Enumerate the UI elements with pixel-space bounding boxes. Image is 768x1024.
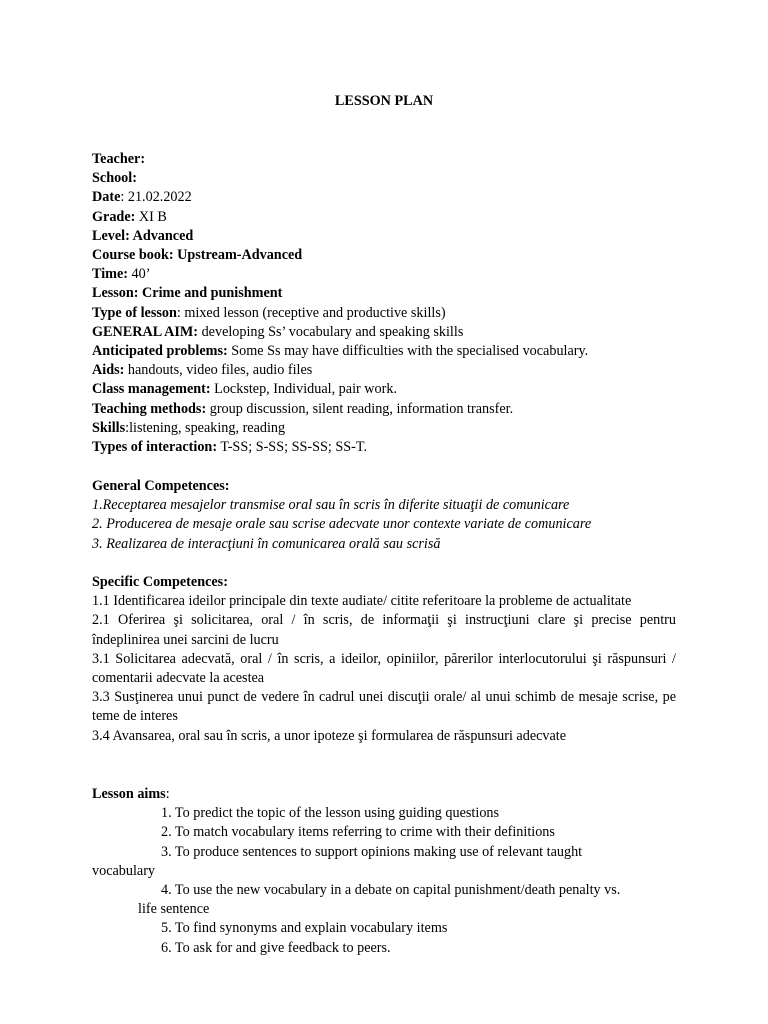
lesson-aim-item: 2. To match vocabulary items referring to crime with their definitions <box>161 824 555 841</box>
field-value: : 21.02.2022 <box>120 189 192 206</box>
lesson-aim-item: 5. To find synonyms and explain vocabulary items <box>161 920 448 937</box>
field-value: handouts, video files, audio files <box>124 362 313 379</box>
field-lesson <box>92 284 676 303</box>
general-competences-heading: General Competences: <box>92 478 230 494</box>
field-value: Some Ss may have difficulties with the specialised vocabulary. <box>227 343 589 360</box>
field-time <box>92 265 676 284</box>
field-value: Lockstep, Individual, pair work. <box>210 381 397 398</box>
specific-competences-heading: Specific Competences: <box>92 574 228 590</box>
field-value: 40’ <box>128 266 151 283</box>
lesson-aim-item: 4. To use the new vocabulary in a debate on capital punishment/death penalty vs. <box>161 882 621 899</box>
field-label: Types of interaction: <box>92 439 218 456</box>
field-value: group discussion, silent reading, information transfer. <box>206 400 514 417</box>
lesson-aims-heading-suffix: : <box>165 786 170 802</box>
lesson-aims-section <box>92 785 676 958</box>
field-skills <box>92 419 676 438</box>
general-competence-item: 2. Producerea de mesaje orale sau scrise adecvate unor contexte variate de comunicare <box>92 516 592 533</box>
field-label: School: <box>92 170 137 187</box>
field-anticipated-problems <box>92 342 676 361</box>
field-general-aim <box>92 323 676 342</box>
field-grade <box>92 208 676 227</box>
lesson-aim-item: 3. To produce sentences to support opinions making use of relevant taught <box>161 843 583 860</box>
field-label: Date <box>92 189 121 206</box>
field-label: Type of lesson <box>92 304 177 321</box>
lesson-aim-item: 6. To ask for and give feedback to peers. <box>161 939 391 956</box>
field-teaching-methods <box>92 400 676 419</box>
general-competence-item: 1.Receptarea mesajelor transmise oral sau în scris în diferite situaţii de comunicare <box>92 497 570 514</box>
specific-competence-item: 3.1 Solicitarea adecvată, oral / în scris, a ideilor, opiniilor, părerilor interlocutorului şi răspunsuri / comentarii adecvate la acestea <box>92 650 676 687</box>
field-value: XI B <box>135 208 167 225</box>
field-label: Aids: <box>92 362 125 379</box>
specific-competences-section <box>92 573 676 746</box>
lesson-aims-heading-text: Lesson aims <box>92 786 166 802</box>
field-value: T-SS; S-SS; SS-SS; SS-T. <box>217 439 368 456</box>
lesson-aims-heading <box>92 785 676 804</box>
field-value: :listening, speaking, reading <box>125 419 286 436</box>
field-class-management <box>92 380 676 399</box>
specific-competence-item: 3.4 Avansarea, oral sau în scris, a unor ipoteze şi formularea de răspunsuri adecvate <box>92 727 567 744</box>
field-label: GENERAL AIM: <box>92 323 199 340</box>
lesson-aim-item-continuation: life sentence <box>138 901 210 918</box>
field-label: Time: <box>92 266 128 283</box>
page-title: LESSON PLAN <box>334 93 434 109</box>
specific-competence-item: 3.3 Susţinerea unui punct de vedere în cadrul unei discuţii orale/ al unui schimb de mesaje scrise, pe teme de interes <box>92 689 676 725</box>
general-competences-section <box>92 477 676 554</box>
field-date <box>92 188 676 207</box>
field-label: Course book: Upstream-Advanced <box>92 247 303 264</box>
field-type-of-lesson <box>92 304 676 323</box>
header-fields <box>92 150 676 457</box>
field-label: Teaching methods: <box>92 400 207 417</box>
specific-competence-item: 1.1 Identificarea ideilor principale din texte audiate/ citite referitoare la probleme de actualitate <box>92 593 632 610</box>
specific-competence-item: 2.1 Oferirea şi solicitarea, oral / în scris, de informaţii şi instrucţiuni clare şi precise pentru îndeplinirea unei sarcini de lucru <box>92 612 676 648</box>
field-teacher <box>92 150 676 169</box>
lesson-aim-item-continuation: vocabulary <box>92 862 156 879</box>
field-label: Lesson: Crime and punishment <box>92 285 283 302</box>
field-value: developing Ss’ vocabulary and speaking skills <box>198 323 464 340</box>
field-label: Anticipated problems: <box>92 343 228 360</box>
field-types-of-interaction <box>92 438 676 457</box>
general-competence-item: 3. Realizarea de interacţiuni în comunicarea orală sau scrisă <box>92 535 441 552</box>
field-level <box>92 227 676 246</box>
field-label: Grade: <box>92 208 136 225</box>
field-label: Level: Advanced <box>92 227 194 244</box>
field-label: Skills <box>92 419 126 436</box>
field-course-book <box>92 246 676 265</box>
field-school <box>92 169 676 188</box>
field-label: Class management: <box>92 381 211 398</box>
field-aids <box>92 361 676 380</box>
lesson-aim-item: 1. To predict the topic of the lesson using guiding questions <box>161 805 500 822</box>
field-label: Teacher: <box>92 151 146 167</box>
field-value: : mixed lesson (receptive and productive skills) <box>176 304 446 321</box>
